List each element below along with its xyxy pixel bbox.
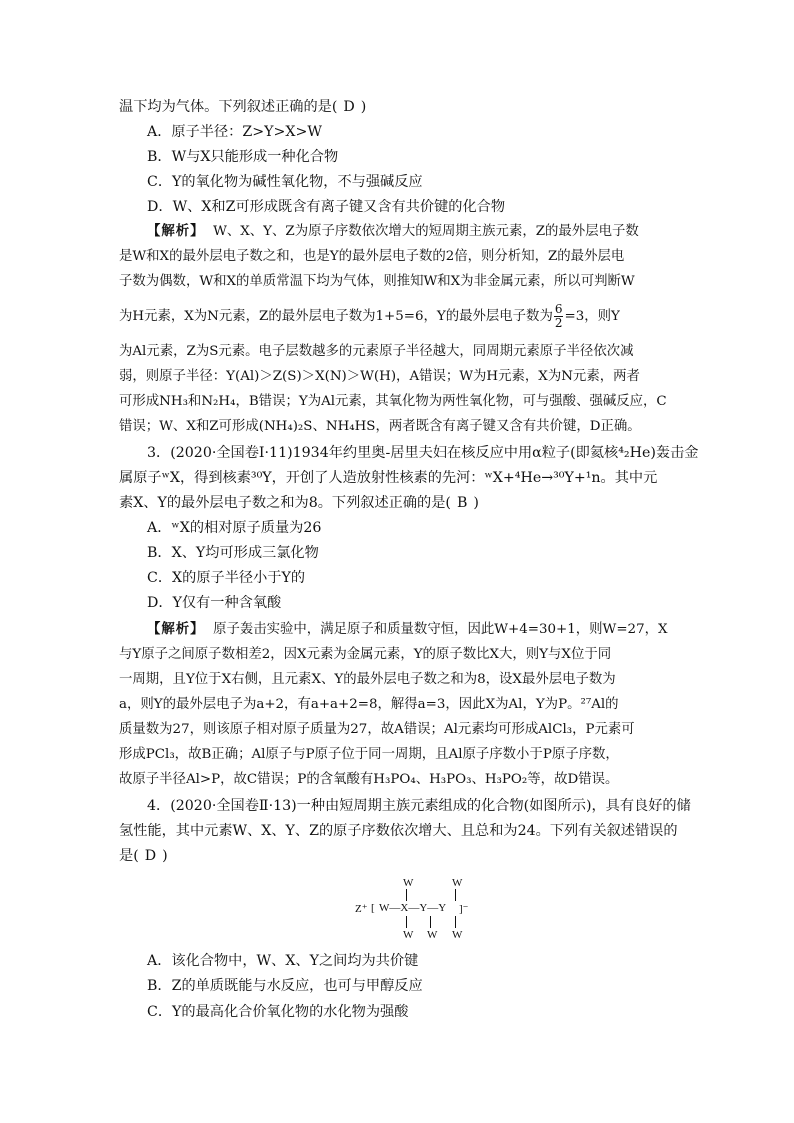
bond-line	[455, 889, 456, 901]
q4-stem-line: 氢性能，其中元素W、X、Y、Z的原子序数依次增大、且总和为24。下列有关叙述错误的	[119, 823, 678, 839]
q3-option-d: D．Y仅有一种含氧酸	[147, 595, 282, 611]
q4-option-b: B．Z的单质既能与水反应，也可与甲醇反应	[147, 978, 423, 994]
q3-option-c: C．X的原子半径小于Y的	[147, 570, 306, 586]
q3-analysis-line: 故原子半径Al>P，故C错误；P的含氧酸有H₃PO₄、H₃PO₃、H₃PO₂等，故D错误。	[119, 772, 619, 787]
q3-stem-line: 3．(2020·全国卷Ⅰ·11)1934年约里奥-居里夫妇在核反应中用α粒子(即氦核⁴₂He)轰击金	[147, 445, 699, 461]
q2-option-a: A．原子半径：Z>Y>X>W	[147, 124, 322, 140]
q2-analysis-line: 为Al元素，Z为S元素。电子层数越多的元素原子半径越大，同周期元素原子半径依次减	[119, 344, 634, 359]
top-w-right: W	[452, 877, 463, 889]
q3-stem-line: 素X、Y的最外层电子数之和为8。下列叙述正确的是( B )	[119, 495, 479, 511]
anion-chain: W—X—Y—Y	[379, 902, 447, 914]
q2-stem: 温下均为气体。下列叙述正确的是( D )	[119, 99, 367, 115]
q3-analysis-line: 一周期，且Y位于X右侧，且元素X、Y的最外层电子数之和为8，设X最外层电子数为	[119, 672, 616, 687]
q2-analysis-line: 弱，则原子半径：Y(Al)＞Z(S)＞X(N)＞W(H)，A错误；W为H元素，X为N元素，两者	[119, 369, 640, 384]
bond-line	[406, 916, 407, 928]
q2-analysis-tag: 【解析】	[147, 224, 205, 239]
q4-stem-line: 是( D )	[119, 848, 168, 864]
q2-analysis-line: 可形成NH₃和N₂H₄，B错误；Y为Al元素，其氧化物为两性氧化物，可与强酸、强碱反应，C	[119, 394, 667, 409]
bottom-w: W	[452, 929, 463, 941]
q3-analysis-line: 与Y原子之间原子数相差2，因X元素为金属元素，Y的原子数比X大，则Y与X位于同	[119, 647, 612, 662]
q3-analysis-line: a，则Y的最外层电子为a+2，有a+a+2=8，解得a=3，因此X为Al，Y为P。²⁷Al的	[119, 697, 619, 712]
fraction: $\frac{6}{2}$	[554, 302, 563, 330]
q2-option-c: C．Y的氧化物为碱性氧化物，不与强碱反应	[147, 174, 423, 190]
q4-option-a: A．该化合物中，W、X、Y之间均为共价键	[147, 953, 419, 969]
q2-analysis-line: 错误；W、X和Z可形成(NH₄)₂S、NH₄HS，两者既含有离子键又含有共价键，D正确。	[119, 419, 641, 434]
q4-option-c: C．Y的最高化合价氧化物的水化物为强酸	[147, 1004, 409, 1020]
q3-stem-line: 属原子ʷX，得到核素³⁰Y，开创了人造放射性核素的先河：ʷX+⁴He→³⁰Y+¹n。其中元	[119, 470, 658, 486]
q4-stem-line: 4．(2020·全国卷Ⅱ·13)一种由短周期主族元素组成的化合物(如图所示)，具有良好的储	[147, 798, 691, 814]
bottom-w: W	[403, 929, 414, 941]
q4-answer: D	[144, 848, 157, 864]
bracket-left: [	[371, 902, 375, 914]
bond-line	[455, 916, 456, 928]
cation: Z⁺	[355, 903, 368, 915]
q2-analysis-line: 子数为偶数，W和X的单质常温下均为气体，则推知W和X为非金属元素，所以可判断W	[119, 274, 635, 289]
q3-option-a: A．ʷX的相对原子质量为26	[147, 520, 322, 536]
q3-option-b: B．X、Y均可形成三氯化物	[147, 545, 319, 561]
top-w-left: W	[403, 877, 414, 889]
q2-analysis-line: 是W和X的最外层电子数之和，也是Y的最外层电子数的2倍，则分析知，Z的最外层电	[119, 249, 625, 264]
q2-answer: D	[343, 99, 355, 115]
bracket-right: ]⁻	[459, 903, 469, 915]
q3-answer: B	[456, 495, 468, 511]
q2-option-b: B．W与X只能形成一种化合物	[147, 149, 339, 165]
structure-diagram	[355, 877, 485, 943]
q2-option-d: D．W、X和Z可形成既含有离子键又含有共价键的化合物	[147, 199, 506, 215]
q3-analysis-line: 【解析】 原子轰击实验中，满足原子和质量数守恒，因此W+4=30+1，则W=27，X	[147, 622, 668, 637]
bond-line	[406, 889, 407, 901]
bond-line	[430, 916, 431, 928]
bottom-w: W	[427, 929, 438, 941]
q2-analysis-line: 【解析】 W、X、Y、Z为原子序数依次增大的短周期主族元素，Z的最外层电子数	[147, 224, 639, 239]
q3-analysis-line: 质量数为27，则该原子相对原子质量为27，故A错误；Al元素均可形成AlCl₃，P元素可	[119, 722, 635, 737]
q3-analysis-tag: 【解析】	[147, 622, 205, 637]
q3-analysis-line: 形成PCl₃，故B正确；Al原子与P原子位于同一周期，且Al原子序数小于P原子序数，	[119, 747, 619, 762]
q2-analysis-line: 为H元素，X为N元素，Z的最外层电子数为1+5=6，Y的最外层电子数为 $\frac{6}{2}$ =3，则Y	[119, 302, 620, 330]
